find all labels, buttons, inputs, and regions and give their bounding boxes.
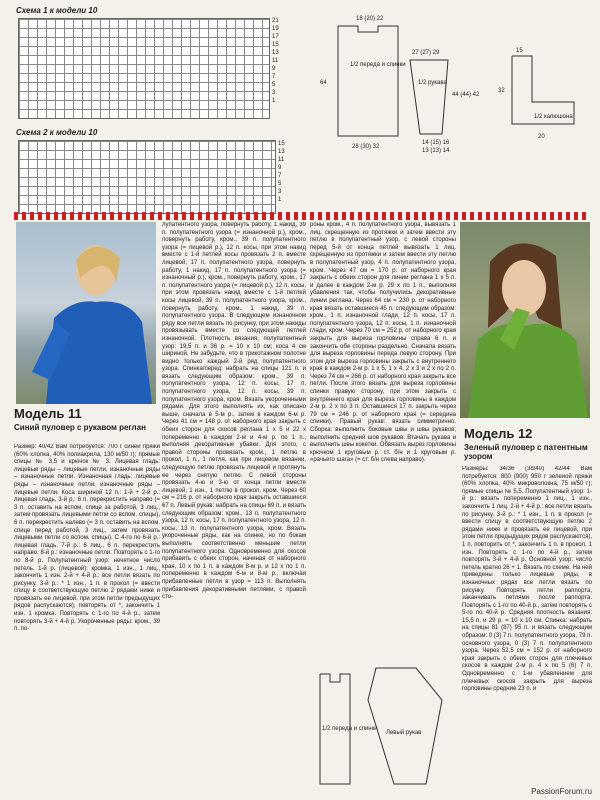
model-12-subtitle: Зеленый пуловер с патентным узором (464, 443, 588, 461)
section-divider (14, 212, 586, 220)
hood-bottom-dim: 20 (538, 134, 545, 140)
row-number: 5 (278, 181, 282, 187)
row-number: 13 (272, 50, 279, 56)
model-11-title: Модель 11 (14, 406, 82, 421)
hood-top-dim: 15 (516, 48, 523, 54)
row-number: 13 (278, 149, 285, 155)
sleeve-bottom1-dim: 14 (15) 16 (422, 140, 450, 146)
row-number: 15 (278, 141, 285, 147)
top-patterns-diagram (312, 6, 596, 156)
row-number: 7 (278, 173, 282, 179)
column-3-instructions: роны кром., 4 п. полупатентного узора, вывязать 1 лиц. скрещенную из протяжки и затем ввести эту петлю в полупатентный узор, с левой стороны перед 5-й от конца петлей вывязать 1 лиц. скрещенную из протяжки и затем ввести эту петлю в полупатентный узор, 4 п. полупатентного узора, кром. Через 47 см = 170 р. от наборного края закрыть с обеих сторон для линии реглана 1 х 5 п. и далее в каждом 2-м р. 29 х по 1 п., выполняя убавления так, чтобы получились декоративные линии реглана. Через 64 см = 230 р. от наборного края вязать оставшиеся 45 п. следующим образом: кром., 1 п. изнаночной глади, 12 п. косы, 17 п. полупатентного узора, 12 п. косы, 1 п. изнаночной глади, кром. Через 70 см = 252 р. от наборного края закрыть для выреза горловины справа 6 п. и закончить обе стороны раздельно. Сначала вязать для выреза горловины переда левую сторону. При этом для выреза горловины закрыть с внутреннего края в каждом 2-м р. 1 х 5, 1 х 4, 2 х 3 и 2 х по 2 п. Через 74 см = 266 р. от наборного края закрыть все петли. После этого вязать для выреза горловины спинки правую сторону, при этом закрыть с внутреннего края для выреза горловины в каждом 2-м р. 2 х по 3 п. Оставшиеся 17 п. закрыть через 79 см = 246 р. от наборного края (= середина спинки). Правый рукав: вязать симметрично. Сборка: выполнить боковые швы и швы рукавов; выполнить средний шов рукавов. Втачать рукава и выполнить швы кокетки. Обвязать вырез горловины крючком 1 круговым р. ст. б/н и 1 круговым р. «рачьего шага» (= ст. б/н слева направо). (310, 222, 456, 464)
row-number: 3 (272, 90, 276, 96)
schema-2-title: Схема 2 к модели 10 (16, 128, 98, 137)
model-12-photo (460, 222, 590, 418)
front-back-outline (338, 26, 398, 136)
sleeve-bottom2-dim: 13 (13) 14 (422, 148, 450, 154)
row-number: 7 (272, 74, 276, 80)
row-number: 5 (272, 82, 276, 88)
row-number: 19 (272, 26, 279, 32)
model-12-figure-icon (460, 222, 590, 418)
front-top-dim: 18 (20) 22 (356, 16, 384, 22)
row-number: 11 (278, 157, 285, 163)
schema-1-row-numbers (272, 17, 279, 105)
model-12-instructions: Размеры: 34/36 (38/40) 42/44 Вам потребуется: 800 (900) 950 г зеленой пряжи (60% хлопка, 40% микроволокна, 75 м/50 г); прямые спицы № 5,5. Полупатентный узор: 1-й р.: вязать попеременно 1 лиц., 1 изн., закончить 1 лиц. 2-й + 4-й р.: все петли вязать по рисунку. 3-й р.: * 1 изн., 1 п. в прокол (= ввести спицу в соответствующую петлю 2 рядами ниже и провязать ее лицевой, при этом петли предыдущих рядов распускаются), 1 п. повторить от *, закончить 1 п. в прокол. 1 изн. Повторять с 1-го по 4-й р., затем повторять 3-й + 4-й р. Основной узор: число петель кратно 26 + 1. Вязать по схеме. На ней приведены только лицевые ряды, в изнаночных рядах все петли вязать по рисунку. Повторять петли раппорта, заканчивать петлями после раппорта. Повторять с 1-го по 40-й р., затем повторять с 5-го по 40-й р. Средняя плотность вязания: 15,5 п. и 29 р. = 10 х 10 см. Спинка: набрать на спицы 81 (87) 95 п. и вязать следующим образом: 0 (3) 7 п. полупатентного узора, 79 п. основного узора, 0 (3) 7 п. полупатентного узора. Через 52,5 см = 152 р. от наборного края закрыть с обеих сторон для плечевых скосов в каждом 2-м р. 4 х по 5 (6) 7 п. Одновременно с 1-м убавлением для плечевых скосов закрыть для выреза горловины средние 23 п. и (462, 466, 592, 693)
schema-1-grid (18, 18, 270, 119)
row-number: 21 (272, 18, 279, 24)
model-12-title: Модель 12 (464, 426, 533, 441)
front-label: 1/2 переда и спинки (350, 62, 406, 68)
column-2-instructions: лупатентного узора, повернуть работу, 1 накид, 39 п. полупатентного узора (= изнаночной р.), кром., повернуть работу, кром., 39 п. полупатентного узора (= лицевой р.), 12 п. косы, при этом накид вместе с 1-й петлей косы провязать 2 п. вместе лицевой, 17 п. полупатентного узора, повернуть работу, 1 накид, 17 п. полупатентного узора (= изнаночный р.), кром., повернуть работу, кром., 17 п. полупатентного узора (= лицевой р.), 12 п. косы, при этом провязать накид вместе с 1-й петлей косы лицевой, 39 п. полупатентного узора, кром., повернуть работу, кром., 1 накид, 39 п. полупатентного узора. В следующем изнаночном ряду все петли вязать по рисунку, при этом накиды провязывать вместе со следующей петлей изнаночной. Плотность вязания, полупатентный узор: 19,5 п. и 36 р. = 10 х 10 см; коса 4 см шириной. Не забудьте, что в трикотажном полотне видно только каждый 2-й ряд полупатентного узора. Спинка/перед: набрать на спицы 121 п. и вязать следующим образом: кром., 39 п. полупатентного узора, 12 п. косы, 17 п. полупатентного узора, 12 п. косы, 39 п. полупатентного узора, кром. Вязать укороченными рядами. Для этого выполнять их, как описано выше, сначала в 5-м р., затем в каждом 6-м р. Через 41 см = 148 р. от наборного края закрыть с обеих сторон для скосов реглана 1 х 5 и 22 х попеременно в каждом 2-м и 4-м р. по 1 п., выполняя декоративные убавки. Для этого, с правой стороны провязать кром., 1 петлю в прокол, 1 п., 1 петля, как при лицевом вязании, следующую петлю провязать лицевой и протянуть ее через снятую петлю. С левой стороны провязать 4-ю и 3-ю от конца петли вместе лицевой, 1 изн., 1 петлю в прокол, кром. Через 60 см = 216 р. от наборного края закрыть оставшиеся 67 п. Левый рукав: набрать на спицы 69 п. и вязать следующим образом: кром., 13 п. полупатентного узора, 12 п. косы, 17 п. полупатентного узора, 12 п. косы, 13 п. полупатентного узора, кром. Вязать укороченные ряды, как на спинке, но по бокам выполнять соответственно меньшие петли полупатентного узора. Одновременно для скосов прибавить с обеих сторон, начиная от наборного края, 10 х по 1 п. в каждом 8-м р. и 12 х по 1 п. попеременно в каждом 6-м и 8-м р., включая прибавленные петли в узор = 113 п. Выполнять прибавления декоративными петлями, с правой сто- (162, 222, 306, 601)
model-11-figure-icon (16, 222, 156, 404)
sleeve-right-dim: 44 (44) 42 (452, 92, 480, 98)
row-number: 9 (278, 165, 282, 171)
left-sleeve-outline (368, 668, 442, 784)
model-11-instructions: Размер: 40/42 Вам потребуется: 700 г синей пряжи (60% хлопка, 40% полиакрила, 130 м/50 г); прямые спицы № 3,5 и крючок № 3. Лицевая гладь: лицевые ряды – лицевые петли, изнаночные ряды – изнаночные петли. Изнаночная гладь: лицевые ряды – изнаночные петли, изнаночные ряды – лицевые петли. Коса шириной 12 п.: 1-й + 2-й р.: лицевая гладь, 3-й р.: 6 п. перекрестить направо (= 3 п. оставить на вспом. спице за работой, 3 лиц., затем провязать лицевыми петли со вспом. спицы), 6 п. перекрестить налево (= 3 п. оставить на вспом. спице перед работой, 3 лиц., затем провязать лицевыми петли со вспом. спицы). С 4-го по 6-й р.: лицевая гладь. 7-й р.: 6 лиц., 6 п. перекрестить направо. 8-й р.: изнаночные петли. Повторять с 1-го по 8-й р. Полупатентный узор: нечетное число петель. 1-й р. (лицевой): кромка, 1 изн., 1 лиц., закончить 1 изн. 2-й + 4-й р.: все петли вязать по рисунку. 3-й р.: * 1 изн., 1 п. в прокол (= ввести спицу в соответствующую петлю 2 рядами ниже и провязать ее лицевой, при этом петли предыдущих рядов распускаются), повторять от *, закончить 1 изн. 1 кромка. Повторять с 1-го по 4-й р., затем повторять 3-й + 4-й р. Укороченные ряды: кром., 39 п. по- (14, 444, 160, 633)
model-11-subtitle: Синий пуловер с рукавом реглан (14, 423, 146, 432)
schema-1-title: Схема 1 к модели 10 (16, 6, 98, 15)
watermark: PassionForum.ru (531, 787, 592, 796)
row-number: 17 (272, 34, 279, 40)
sleeve-outline (410, 60, 448, 134)
row-number: 9 (272, 66, 276, 72)
bottom-patterns-diagram (310, 660, 458, 792)
schema-2-grid (18, 140, 276, 214)
front-bottom-dim: 28 (30) 32 (352, 144, 380, 150)
left-sleeve-label: Левый рукав (386, 730, 422, 736)
row-number: 1 (272, 98, 276, 104)
model-11-photo (16, 222, 156, 404)
row-number: 15 (272, 42, 279, 48)
hood-left-dim: 32 (498, 88, 505, 94)
row-number: 11 (272, 58, 279, 64)
sleeve-label: 1/2 рукава (418, 80, 447, 86)
hood-label: 1/2 капюшона (534, 114, 573, 120)
front-back-small-label: 1/2 переда и спинки (322, 726, 378, 732)
row-number: 1 (278, 197, 282, 203)
sleeve-top-dim: 27 (27) 29 (412, 50, 440, 56)
schema-2-row-numbers (278, 140, 285, 204)
row-number: 3 (278, 189, 282, 195)
front-side-dim: 64 (320, 80, 327, 86)
